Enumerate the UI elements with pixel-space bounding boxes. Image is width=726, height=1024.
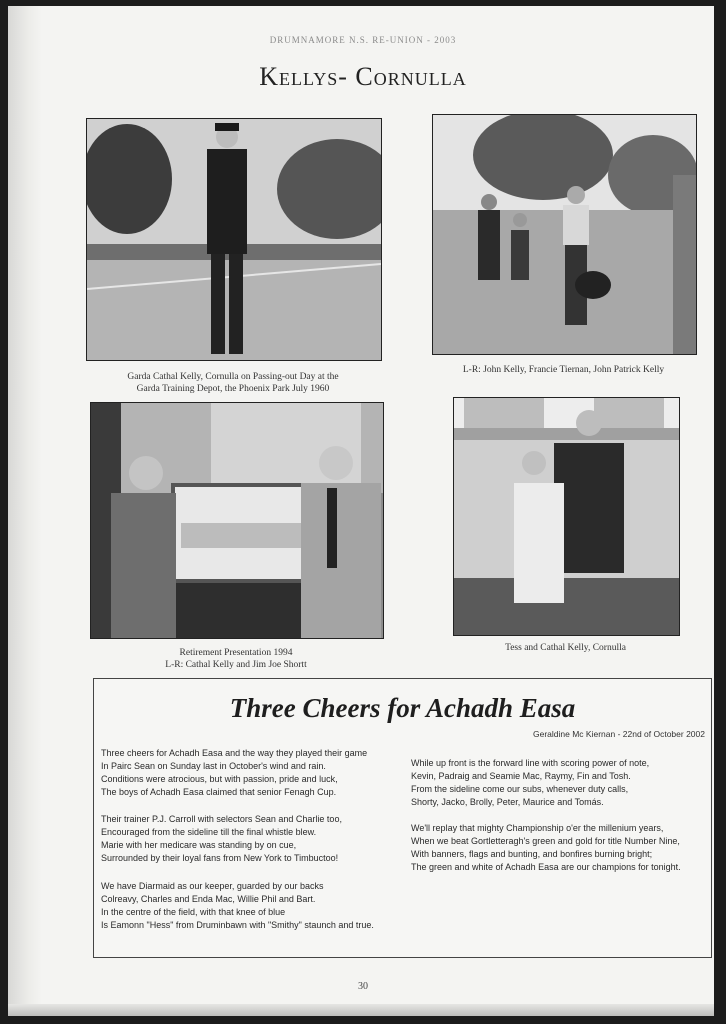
photo-garda [86, 118, 382, 361]
page-title: Kellys- Cornulla [259, 62, 467, 91]
running-header: DRUMNAMORE N.S. RE-UNION - 2003 [269, 35, 457, 45]
page-edge [8, 1004, 714, 1016]
photo-three-men [432, 114, 697, 355]
page-spine-shadow [8, 6, 42, 1016]
poem-stanza: We have Diarmaid as our keeper, guarded by our backs Colreavy, Charles and Enda Mac, Willie Phil and Bart. In the centre of the field, with that knee of blue Is Eamonn "Hess" from Druminbawn with "Smithy" staunch and true. [101, 881, 374, 930]
poem-author: Geraldine Mc Kiernan - 22nd of October 2002 [533, 729, 705, 739]
caption-garda: Garda Cathal Kelly, Cornulla on Passing-out Day at the Garda Training Depot, the Phoenix Park July 1960 [127, 372, 339, 394]
poem-box [93, 678, 712, 958]
caption-three-men: L-R: John Kelly, Francie Tiernan, John Patrick Kelly [462, 365, 665, 375]
caption-tess-cathal: Tess and Cathal Kelly, Cornulla [505, 643, 626, 653]
photo-tess-cathal [453, 397, 680, 636]
poem-title: Three Cheers for Achadh Easa [229, 693, 576, 723]
poem-stanza: Their trainer P.J. Carroll with selectors Sean and Charlie too, Encouraged from the sideline till the final whistle blew. Marie with her medicare was standing by on cue, Surrounded by their loyal fans from New York to Timbuctoo! [101, 814, 342, 863]
photo-retirement [90, 402, 384, 639]
page-number: 30 [358, 981, 368, 992]
caption-retirement: Retirement Presentation 1994 L-R: Cathal Kelly and Jim Joe Shortt [165, 648, 307, 670]
poem-stanza: We'll replay that mighty Championship o'er the millenium years, When we beat Gortletteragh's green and gold for title Number Nine, With banners, flags and bunting, and bonfires burning bright; The green and white of Achadh Easa are our champions for tonight. [411, 823, 681, 872]
poem-stanza: While up front is the forward line with scoring power of note, Kevin, Padraig and Seamie Mac, Raymy, Fin and Tosh. From the sideline come our subs, whenever duty calls, Shorty, Jacko, Brolly, Peter, Maurice and Tomás. [411, 758, 650, 807]
poem-stanza: Three cheers for Achadh Easa and the way they played their game In Pairc Sean on Sunday last in October's wind and rain. Conditions were atrocious, but with passion, pride and luck, The boys of Achadh Easa claimed that senior Fenagh Cup. [101, 748, 368, 797]
